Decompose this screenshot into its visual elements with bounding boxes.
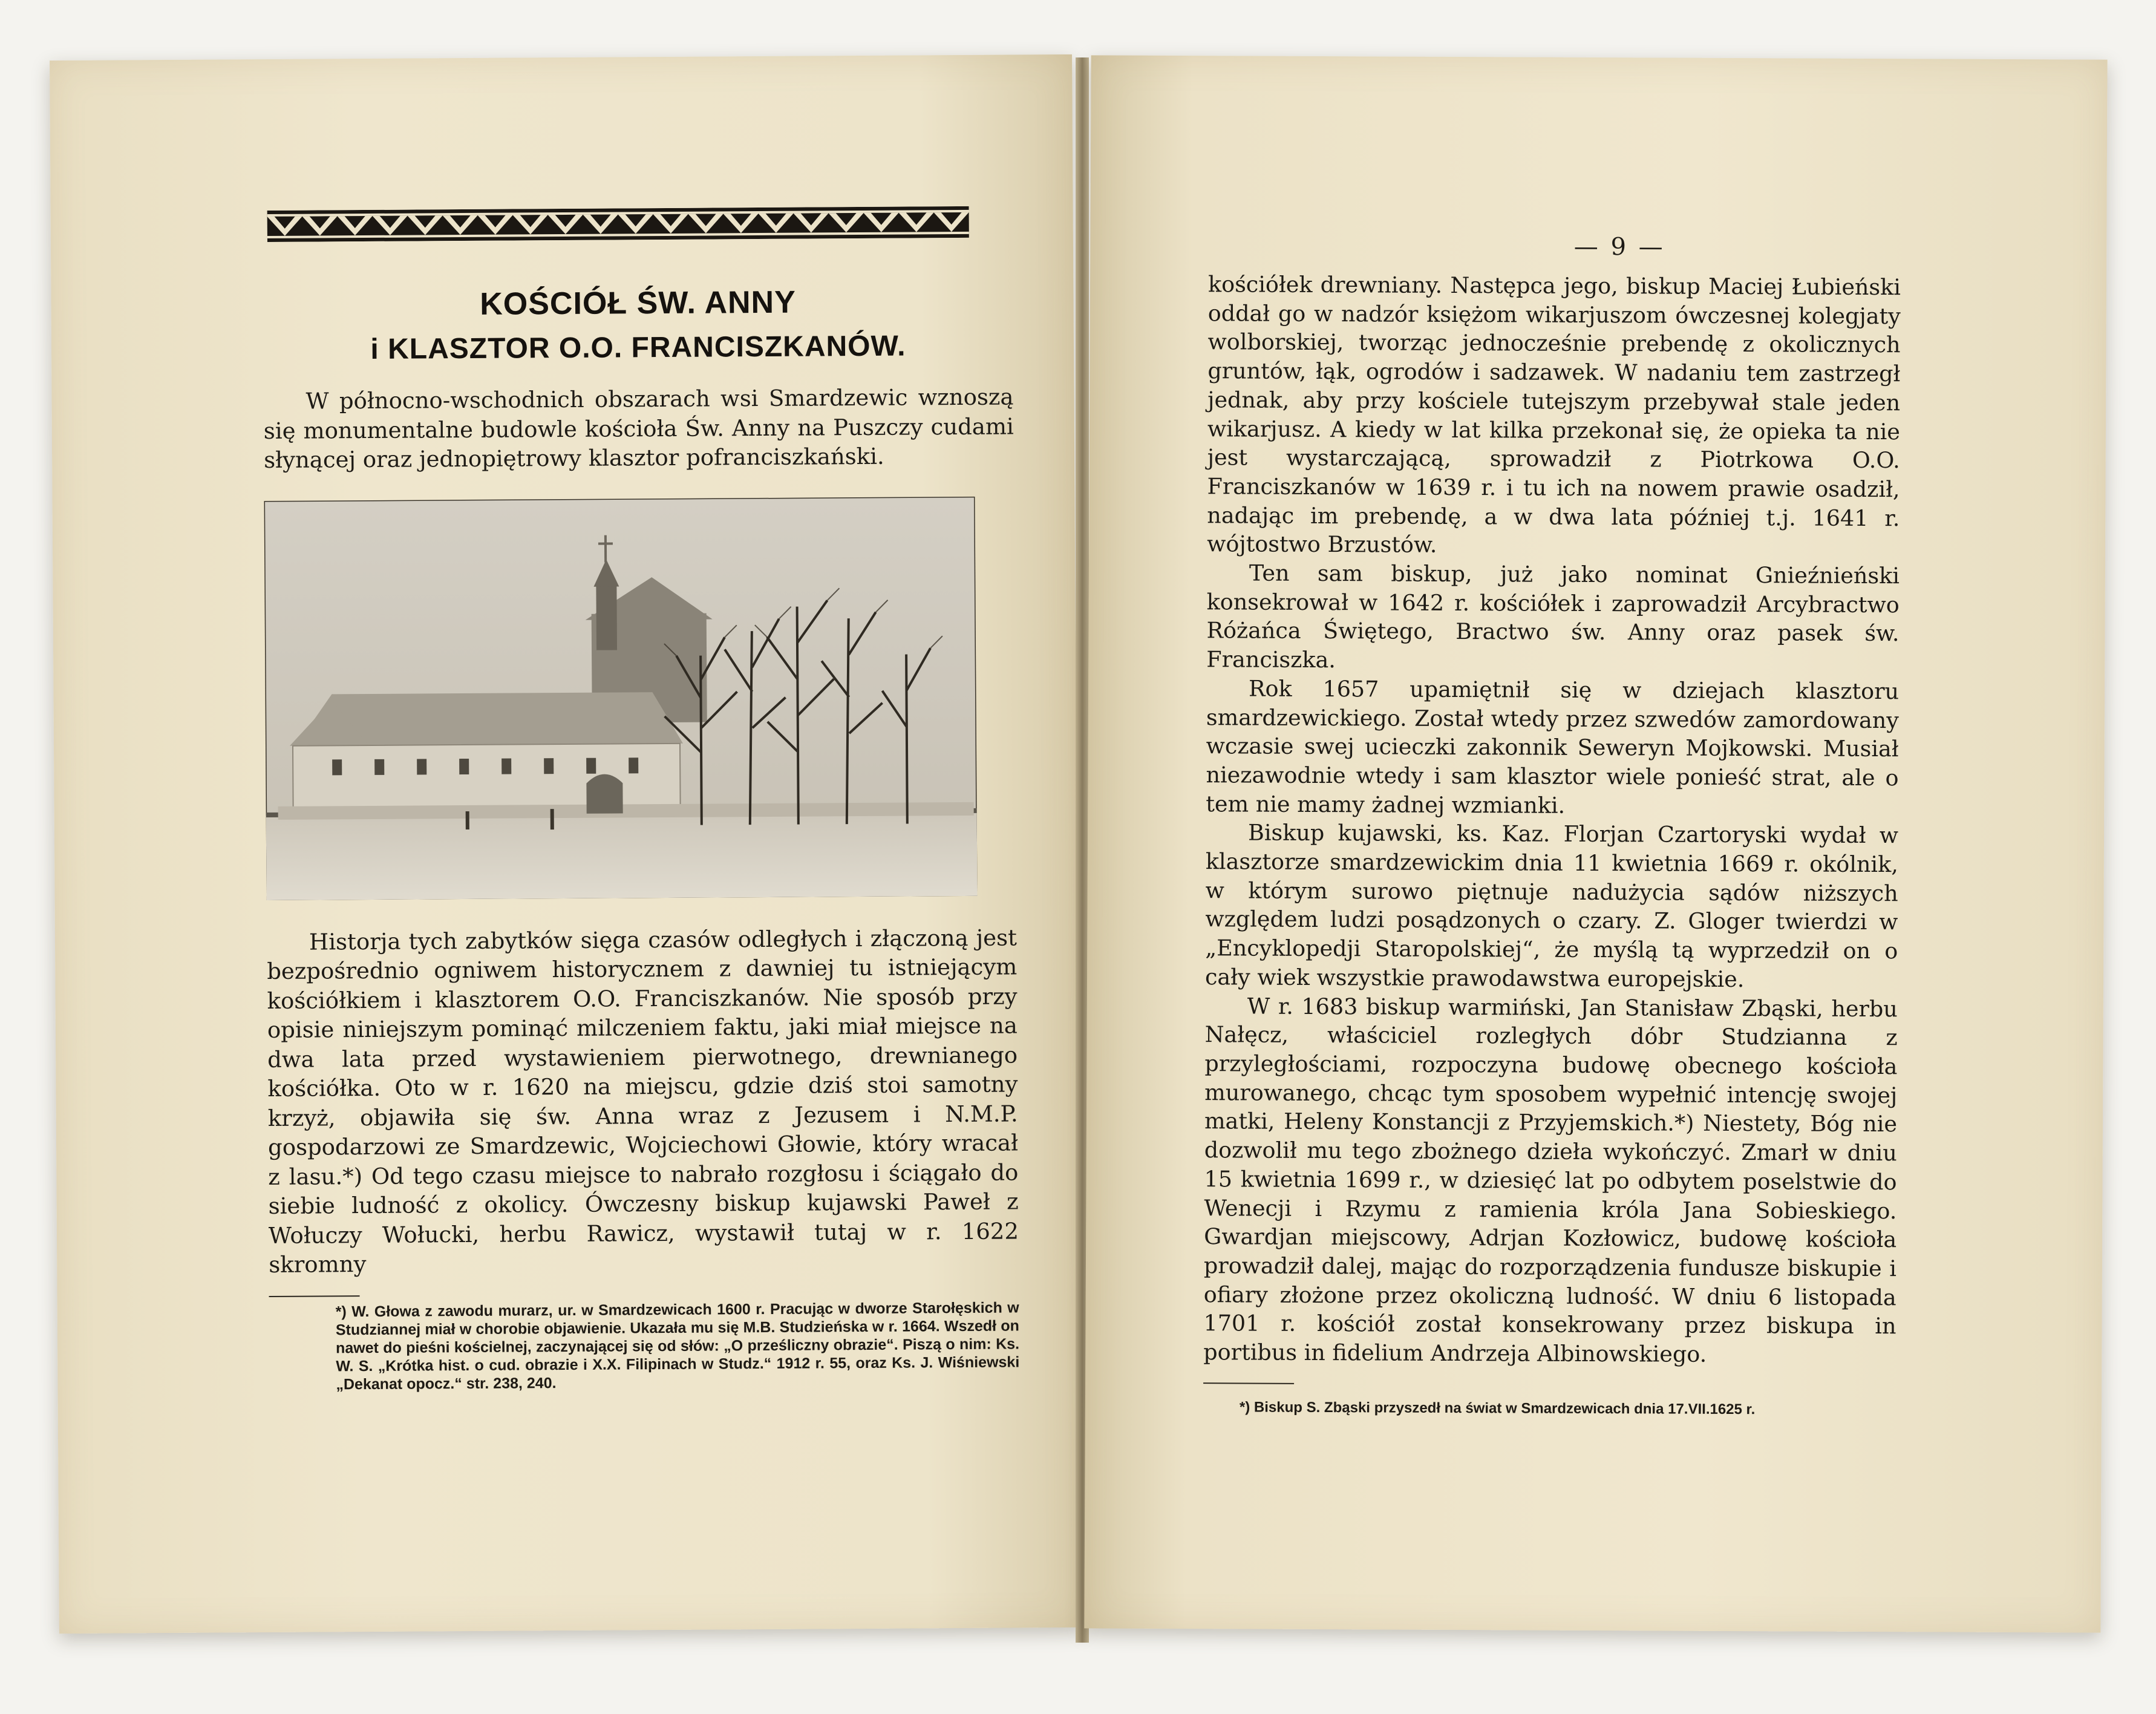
intro-paragraph: W północno-wschodnich obszarach wsi Smardzewic wznoszą się monumentalne budowle kościoła Św. Anny na Puszczy cudami słynącej oraz jednopiętrowy klasztor pofranciszkański. <box>263 384 1014 474</box>
footnote-divider <box>1203 1382 1294 1384</box>
right-page-content <box>1203 231 1901 1419</box>
footnote-divider <box>269 1295 360 1297</box>
church-and-monastery-photo <box>264 496 978 900</box>
left-page <box>50 54 1082 1634</box>
paragraph: W r. 1683 biskup warmiński, Jan Stanisław Zbąski, herbu Nałęcz, właściciel rozległych dóbr Studzianna z przyległościami, rozpoczyna budowę obecnego kościoła murowanego, chcąc tym sposobem wypełnić intencję swojej matki, Heleny Konstancji z Przyjemskich.*) Niestety, Bóg nie dozwolił mu tego zbożnego dzieła wykończyć. Zmarł w dniu 15 kwietnia 1699 r., w dziesięć lat po odbytem poselstwie do Wenecji i Rzymu z ramienia króla Jana Sobieskiego. Gwardjan miejscowy, Adrjan Kozłowicz, budowę kościoła prowadził dalej, mając do rozporządzenia fundusze biskupie i ofiary złożone przez okoliczną ludność. W dniu 6 listopada 1701 r. kościół został konsekrowany przez biskupa in portibus in fidelium Andrzeja Albinowskiego. <box>1203 993 1898 1367</box>
footnote: *) Biskup S. Zbąski przyszedł na świat w Smardzewicach dnia 17.VII.1625 r. <box>1239 1399 1756 1418</box>
left-page-content <box>263 206 1020 1393</box>
intro-section <box>263 382 1014 475</box>
paragraph: Rok 1657 upamiętnił się w dziejach klasztoru smardzewickiego. Został wtedy przez szwedów zamordowany wczasie swej ucieczki zakonnik Seweryn Mojkowski. Musiał niezawodnie wtedy i sam klasztor wiele ponieść strat, ale o tem nie mamy żadnej wzmianki. <box>1206 675 1900 819</box>
zigzag-border-ornament <box>267 206 969 242</box>
open-booklet <box>54 57 2105 1667</box>
paragraph: Ten sam biskup, już jako nominat Gnieźnieński konsekrował w 1642 r. kościółek i zaprowadził Arcybractwo Różańca Świętego, Bractwo św. Anny oraz pasek św. Franciszka. <box>1206 560 1900 673</box>
history-paragraph: Historja tych zabytków sięga czasów odległych i złączoną jest bezpośrednio ogniwem historycznem z dawniej tu istniejącym kościółkiem i klasztorem O.O. Franciszkanów. Nie sposób przy opisie niniejszym pominąć milczeniem faktu, jaki miał miejsce na dwa lata przed wystawieniem pierwotnego, drewnianego kościółka. Oto w r. 1620 na miejscu, gdzie dziś stoi samotny krzyż, objawiła się św. Anna wraz z Jezusem i N.M.P. gospodarzowi ze Smardzewic, Wojciechowi Głowie, który wracał z lasu.*) Od tego czasu miejsce to nabrało rozgłosu i ściągało do siebie ludność z okolicy. Ówczesny biskup kujawski Paweł z Wołuczy Wołucki, herbu Rawicz, wystawił tutaj w r. 1622 skromny <box>267 924 1019 1278</box>
history-section <box>267 923 1019 1280</box>
footnote: *) W. Głowa z zawodu murarz, ur. w Smardzewicach 1600 r. Pracując w dworze Starołęskich w Studziannej miał w chorobie objawienie. Ukazała mu się M.B. Studzieńska w r. 1664. Wszedł on nawet do pieśni kościelnej, zaczynającej się od słów: „O prześliczny obrazie“. Piszą o nim: Ks. W. S. „Krótka hist. o cud. obrazie i X.X. Filipinach w Studz.“ 1912 r. 55, oraz Ks. J. Wiśniewski „Dekanat opocz.“ str. 238, 240. <box>335 1298 1020 1393</box>
page-subtitle: i KLASZTOR O.O. FRANCISZKANÓW. <box>370 330 906 365</box>
paragraph: kościółek drewniany. Następca jego, biskup Maciej Łubieński oddał go w nadzór księżom wikarjuszom ówczesnej kolegjaty wolborskiej, tworząc jednocześnie prebendę z okolicznych gruntów, łąk, ogrodów i sadzawek. W nadaniu tem zastrzegł jednak, aby przy kościele tutejszym przebywał stale jeden wikarjusz. A kiedy w lat kilka przekonał się, że opieka ta nie jest wystarczającą, sprowadził z Piotrkowa O.O. Franciszkanów w 1639 r. i tu ich na nowem prawie osadził, nadając im prebendę, a w dwa lata później t.j. 1641 r. wójtostwo Brzustów. <box>1207 271 1901 558</box>
right-page-text <box>1203 270 1901 1370</box>
page-number: — 9 — <box>1573 232 1665 261</box>
right-page <box>1084 55 2107 1632</box>
page-title: KOŚCIÓŁ ŚW. ANNY <box>480 284 796 322</box>
paragraph: Biskup kujawski, ks. Kaz. Florjan Czartoryski wydał w klasztorze smardzewickim dnia 11 kwietnia 1669 r. okólnik, w którym surowo piętnuje nadużycia sądów niższych względem ludzi posądzonych o czary. Z. Gloger twierdzi w „Encyklopedji Staropolskiej“, że myślą tą wyprzedził on o cały wiek wszystkie prawodawstwa europejskie. <box>1204 819 1899 992</box>
